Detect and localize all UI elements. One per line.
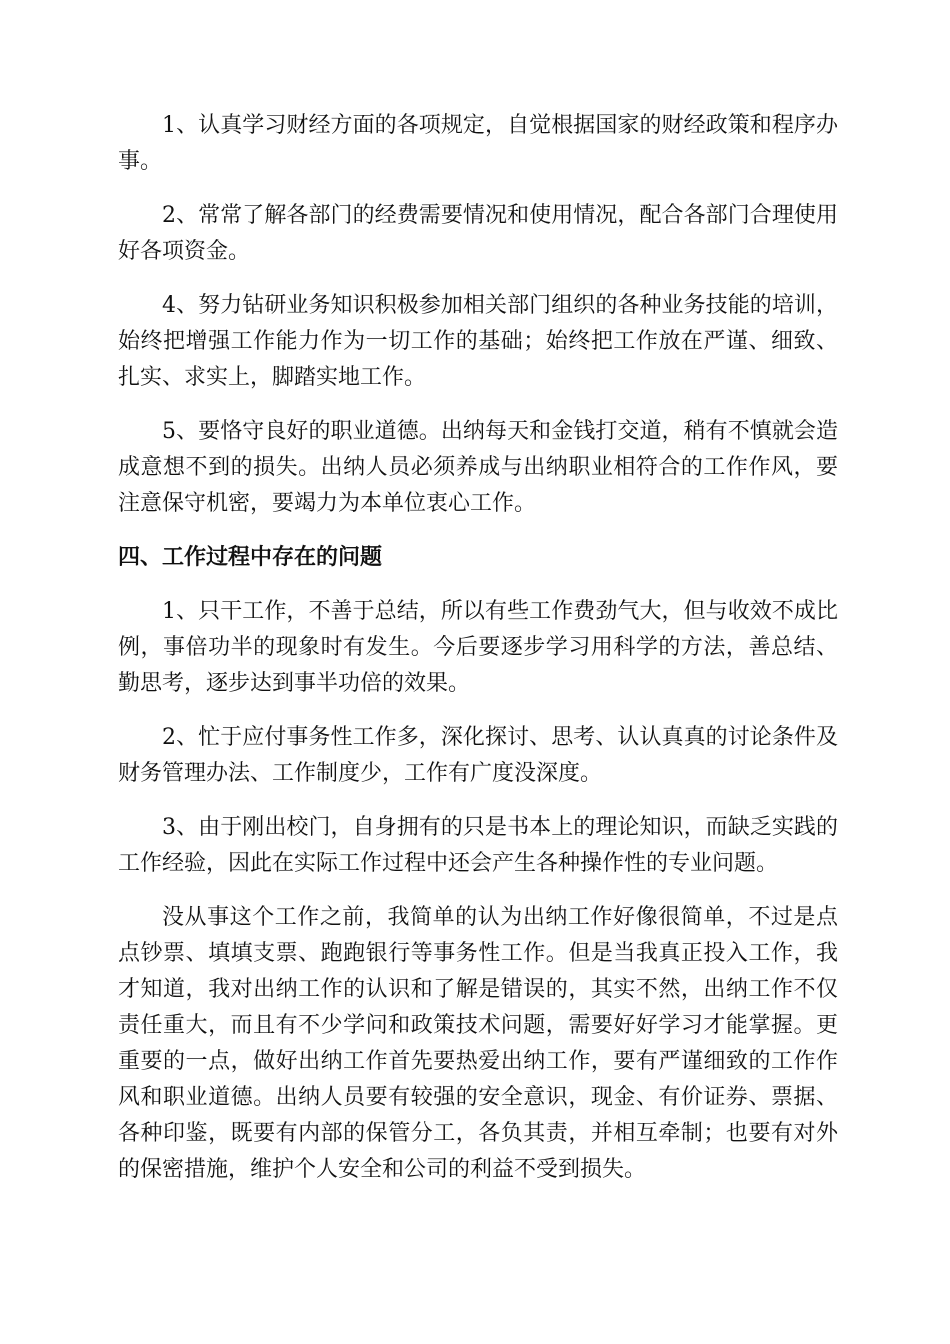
- document-body: [118, 108, 838, 1206]
- problem-item-2: 2、忙于应付事务性工作多，深化探讨、思考、认认真真的讨论条件及财务管理办法、工作制度少，工作有广度没深度。: [118, 725, 838, 786]
- paragraph-item-1: 1、认真学习财经方面的各项规定，自觉根据国家的财经政策和程序办事。: [118, 113, 838, 174]
- paragraph-item-2: 2、常常了解各部门的经费需要情况和使用情况，配合各部门合理使用好各项资金。: [118, 203, 838, 264]
- reflection-paragraph: 没从事这个工作之前，我简单的认为出纳工作好像很简单，不过是点点钞票、填填支票、跑跑银行等事务性工作。但是当我真正投入工作，我才知道，我对出纳工作的认识和了解是错误的，其实不然，出纳工作不仅责任重大，而且有不少学问和政策技术问题，需要好好学习才能掌握。更重要的一点，做好出纳工作首先要热爱出纳工作，要有严谨细致的工作作风和职业道德。出纳人员要有较强的安全意识，现金、有价证券、票据、各种印鉴，既要有内部的保管分工，各负其责，并相互牵制；也要有对外的保密措施，维护个人安全和公司的利益不受到损失。: [118, 905, 838, 1182]
- problem-item-3: 3、由于刚出校门，自身拥有的只是书本上的理论知识，而缺乏实践的工作经验，因此在实际工作过程中还会产生各种操作性的专业问题。: [118, 815, 838, 876]
- problem-item-1: 1、只干工作，不善于总结，所以有些工作费劲气大，但与收效不成比例，事倍功半的现象时有发生。今后要逐步学习用科学的方法，善总结、勤思考，逐步达到事半功倍的效果。: [118, 599, 838, 696]
- paragraph-item-4: 4、努力钻研业务知识积极参加相关部门组织的各种业务技能的培训，始终把增强工作能力作为一切工作的基础；始终把工作放在严谨、细致、扎实、求实上，脚踏实地工作。: [118, 293, 838, 390]
- section-heading: 四、工作过程中存在的问题: [118, 545, 383, 570]
- paragraph-item-5: 5、要恪守良好的职业道德。出纳每天和金钱打交道，稍有不慎就会造成意想不到的损失。出纳人员必须养成与出纳职业相符合的工作作风，要注意保守机密，要竭力为本单位衷心工作。: [118, 419, 838, 516]
